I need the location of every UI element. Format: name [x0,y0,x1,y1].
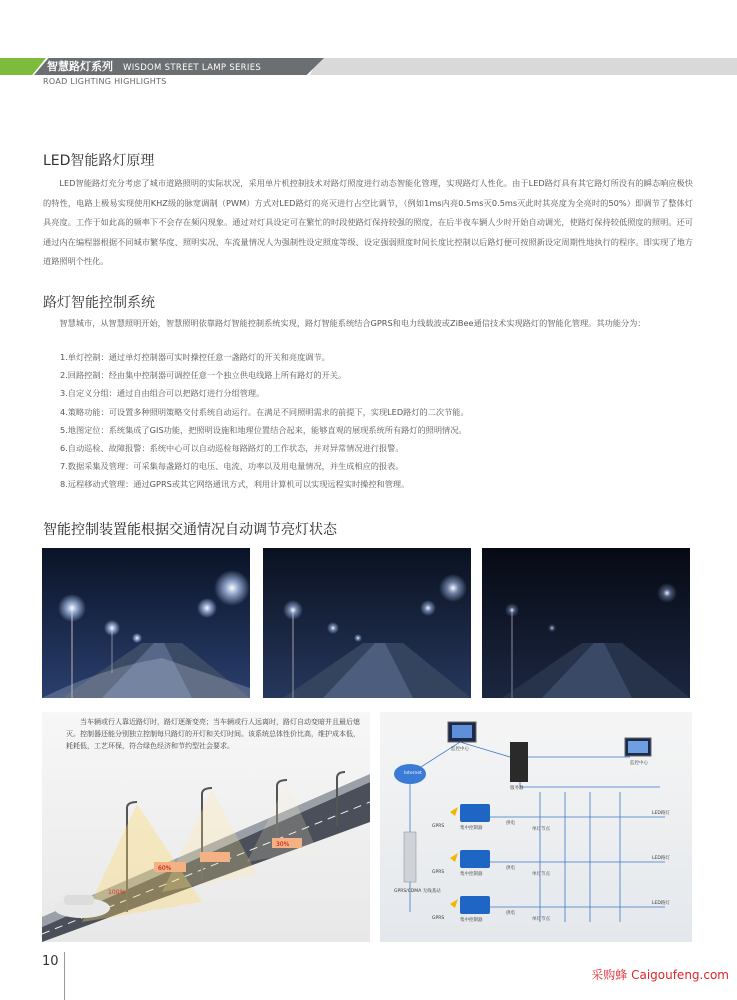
function-item: 7.数据采集及管理：可采集每盏路灯的电压、电流、功率以及用电量情况，并生成相应的报表。 [60,461,404,472]
section-title-principle: LED智能路灯原理 [43,153,155,169]
label-ctrl-2: 集中控制器 [460,872,483,877]
function-item: 2.回路控制：经由集中控制器可调控任意一个独立供电线路上所有路灯的开关。 [60,370,347,381]
header-subtitle: ROAD LIGHTING HIGHLIGHTS [43,77,167,86]
series-title [47,58,261,75]
label-ctrl-1: 集中控制器 [460,826,483,831]
label-gprs-2: GPRS [432,870,445,875]
section-title-auto-adjust: 智能控制装置能根据交通情况自动调节亮灯状态 [43,522,337,538]
road-illustration [42,712,370,942]
watermark: 采购蜂 Caigoufeng.com [591,968,729,982]
page-divider [64,952,65,1000]
section-title-control-system: 路灯智能控制系统 [43,295,155,311]
label-mid: 60% [158,865,172,872]
night-road-photos [42,548,692,698]
control-system-intro: 智慧城市，从智慧照明开始，智慧照明依靠路灯智能控制系统实现，路灯智能系统结合GPRS和电力线载波或ZiBee通信技术实现路灯的智能化管理。其功能分为： [59,318,646,328]
photo-dim [482,548,690,698]
label-center: 监控中心 [451,747,469,752]
photo-medium [263,548,471,698]
label-internet: Internet [404,771,422,776]
page-number: 10 [42,954,59,969]
header-rule [310,58,737,75]
label-led-2: LED路灯 [652,856,670,861]
label-node-3: 单灯节点 [532,917,550,922]
series-title-en: WISDOM STREET LAMP SERIES [123,63,262,73]
label-ctrl-3: 集中控制器 [460,918,483,923]
function-item: 1.单灯控制：通过单灯控制器可实时操控任意一盏路灯的开关和亮度调节。 [60,352,330,362]
function-list [60,348,469,494]
label-node-1: 单灯节点 [532,827,550,832]
function-item: 8.远程移动式管理：通过GPRS或其它网络通讯方式，利用计算机可以实现远程实时操控和管理。 [60,479,410,490]
label-power-1: 供电 [506,821,515,826]
network-diagram [380,712,692,942]
label-power-2: 供电 [506,866,515,871]
road-scene [42,712,370,942]
label-led-1: LED路灯 [652,811,670,816]
label-station: GPRS/CDMA 无线基站 [394,889,441,894]
label-led-3: LED路灯 [652,901,670,906]
label-gprs-3: GPRS [432,916,445,921]
label-full: 100% [108,889,126,896]
label-gprs-1: GPRS [432,824,445,829]
series-title-cn: 智慧路灯系列 [47,60,113,73]
function-item: 4.策略功能：可设置多种照明策略交付系统自动运行。在满足不同照明需求的前提下，实现LED路灯的二次节能。 [60,406,469,417]
photo-bright [42,548,250,698]
label-low: 30% [276,841,290,848]
principle-body: LED智能路灯充分考虑了城市道路照明的实际状况，采用单片机控制技术对路灯照度进行动态智能化管理，实现路灯人性化。由于LED路灯具有其它路灯所没有的瞬态响应极快的特性，电路上极易实现使用KHZ级的脉宽调制（PWM）方式对LED路灯的亮灭进行占空比调节，（例如1ms内亮0.5ms灭0.5ms灭此时其亮度为全亮时的50%）即调节了整体灯具亮度。工作于如此高的频率下不会存在频闪现象。通过对灯具设定可在繁忙的时段使路灯保持较强的照度，在后半夜车辆人少时开始自动调光，使路灯保持较低照度的照明。还可通过内在编程器根据不同城市繁华度、照明实况、车流量情况人为强制性设定照度等级、设定强弱照度时间长度比控制以后路灯便可按照新设定周期性地执行的程序。即实现了地方道路照明个性化。 [43,178,693,266]
road-note: 当车辆或行人靠近路灯时，路灯逐渐变亮；当车辆或行人远离时，路灯自动变暗并且最后熄灭。控制器还能分别独立控制每只路灯的开灯和关灯时间。该系统总体性价比高，维护成本低，耗耗低，工艺环保，符合绿色经济和节约型社会要求。 [66,718,360,750]
label-center-2: 监控中心 [630,761,648,766]
function-item: 6.自动巡检、故障报警：系统中心可以自动巡检每路路灯的工作状态，并对异常情况进行报警。 [60,443,404,454]
label-server: 服务器 [510,786,524,791]
label-node-2: 单灯节点 [532,872,550,877]
function-item: 5.地图定位：系统集成了GIS功能，把照明设施和地理位置结合起来，能够直观的展现系统所有路灯的照明情况。 [60,424,467,435]
function-item: 3.自定义分组：通过自由组合可以把路灯进行分组管理。 [60,388,265,399]
label-power-3: 供电 [506,911,515,916]
